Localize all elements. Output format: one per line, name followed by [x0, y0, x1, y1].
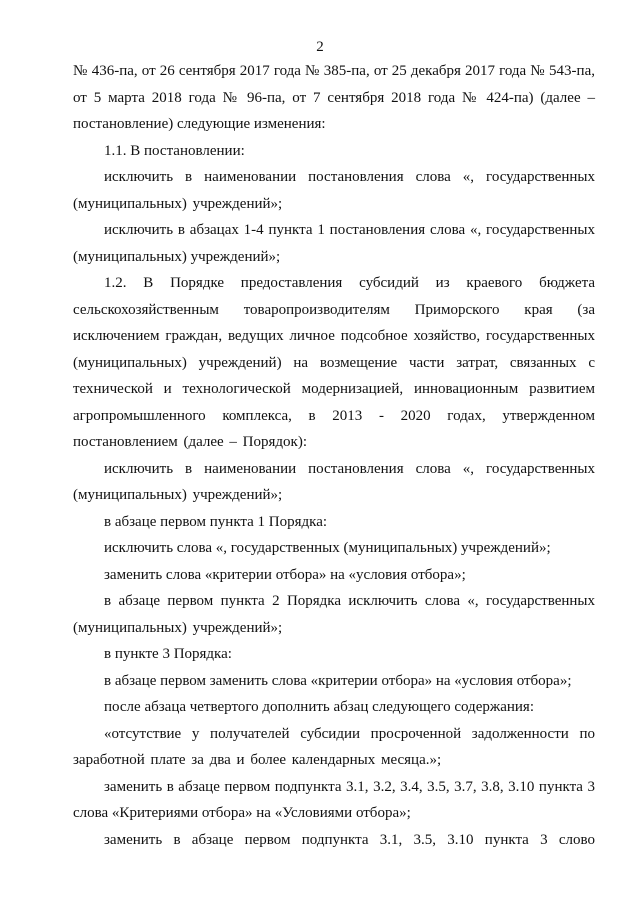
paragraph-item-1-1: 1.1. В постановлении: [104, 142, 245, 159]
paragraph-exclude-institutions: исключить слова «, государственных (муниципальных) учреждений»; [104, 540, 551, 556]
page-number: 2 [316, 39, 324, 55]
paragraph-replace-criteria-subpoints: заменить в абзаце первом подпункта 3.1, 3.2, 3.4, 3.5, 3.7, 3.8, 3.10 пункта 3 слова «Критериями отбора» на «Условиями отбора»; [73, 778, 595, 821]
paragraph-point-1-intro: в абзаце первом пункта 1 Порядка: [104, 513, 328, 530]
document-body [73, 58, 595, 853]
paragraph-exclude-paragraphs-1-4: исключить в абзацах 1-4 пункта 1 постановления слова «, государственных (муниципальных) учреждений»; [73, 222, 595, 265]
paragraph-exclude-title-words: исключить в наименовании постановления слова «, государственных (муниципальных) учреждений»; [73, 169, 595, 212]
paragraph-point-3-replace-criteria: в абзаце первом заменить слова «критерии отбора» на «условия отбора»; [104, 672, 572, 689]
paragraph-point-3-intro: в пункте 3 Порядка: [104, 646, 232, 662]
paragraph-exclude-title-words-order: исключить в наименовании постановления слова «, государственных (муниципальных) учреждений»; [73, 460, 595, 503]
paragraph-item-1-2: 1.2. В Порядке предоставления субсидий из краевого бюджета сельскохозяйственным товаропроизводителям Приморского края (за исключением граждан, ведущих личное подсобное хозяйство, государственных (муниципальных) учреждений) на возмещение части затрат, связанных с технической и технологической модернизацией, инновационным развитием агропромышленного комплекса, в 2013 - 2020 годах, утвержденном постановлением (далее – Порядок): [73, 275, 595, 450]
paragraph-replace-word-subpoints: заменить в абзаце первом подпункта 3.1, 3.5, 3.10 пункта 3 слово [104, 831, 595, 848]
paragraph-replace-criteria: заменить слова «критерии отбора» на «условия отбора»; [104, 566, 466, 583]
paragraph-amendment-references: № 436-па, от 26 сентября 2017 года № 385-па, от 25 декабря 2017 года № 543-па, от 5 марта 2018 года № 96-па, от 7 сентября 2018 года № 424-па) (далее – постановление) следующие изменения: [73, 63, 595, 132]
paragraph-quoted-addition: «отсутствие у получателей субсидии просроченной задолженности по заработной плате за два и более календарных месяца.»; [73, 725, 595, 768]
paragraph-point-2-exclude: в абзаце первом пункта 2 Порядка исключить слова «, государственных (муниципальных) учреждений»; [73, 593, 595, 636]
paragraph-add-after-fourth: после абзаца четвертого дополнить абзац следующего содержания: [104, 699, 534, 715]
